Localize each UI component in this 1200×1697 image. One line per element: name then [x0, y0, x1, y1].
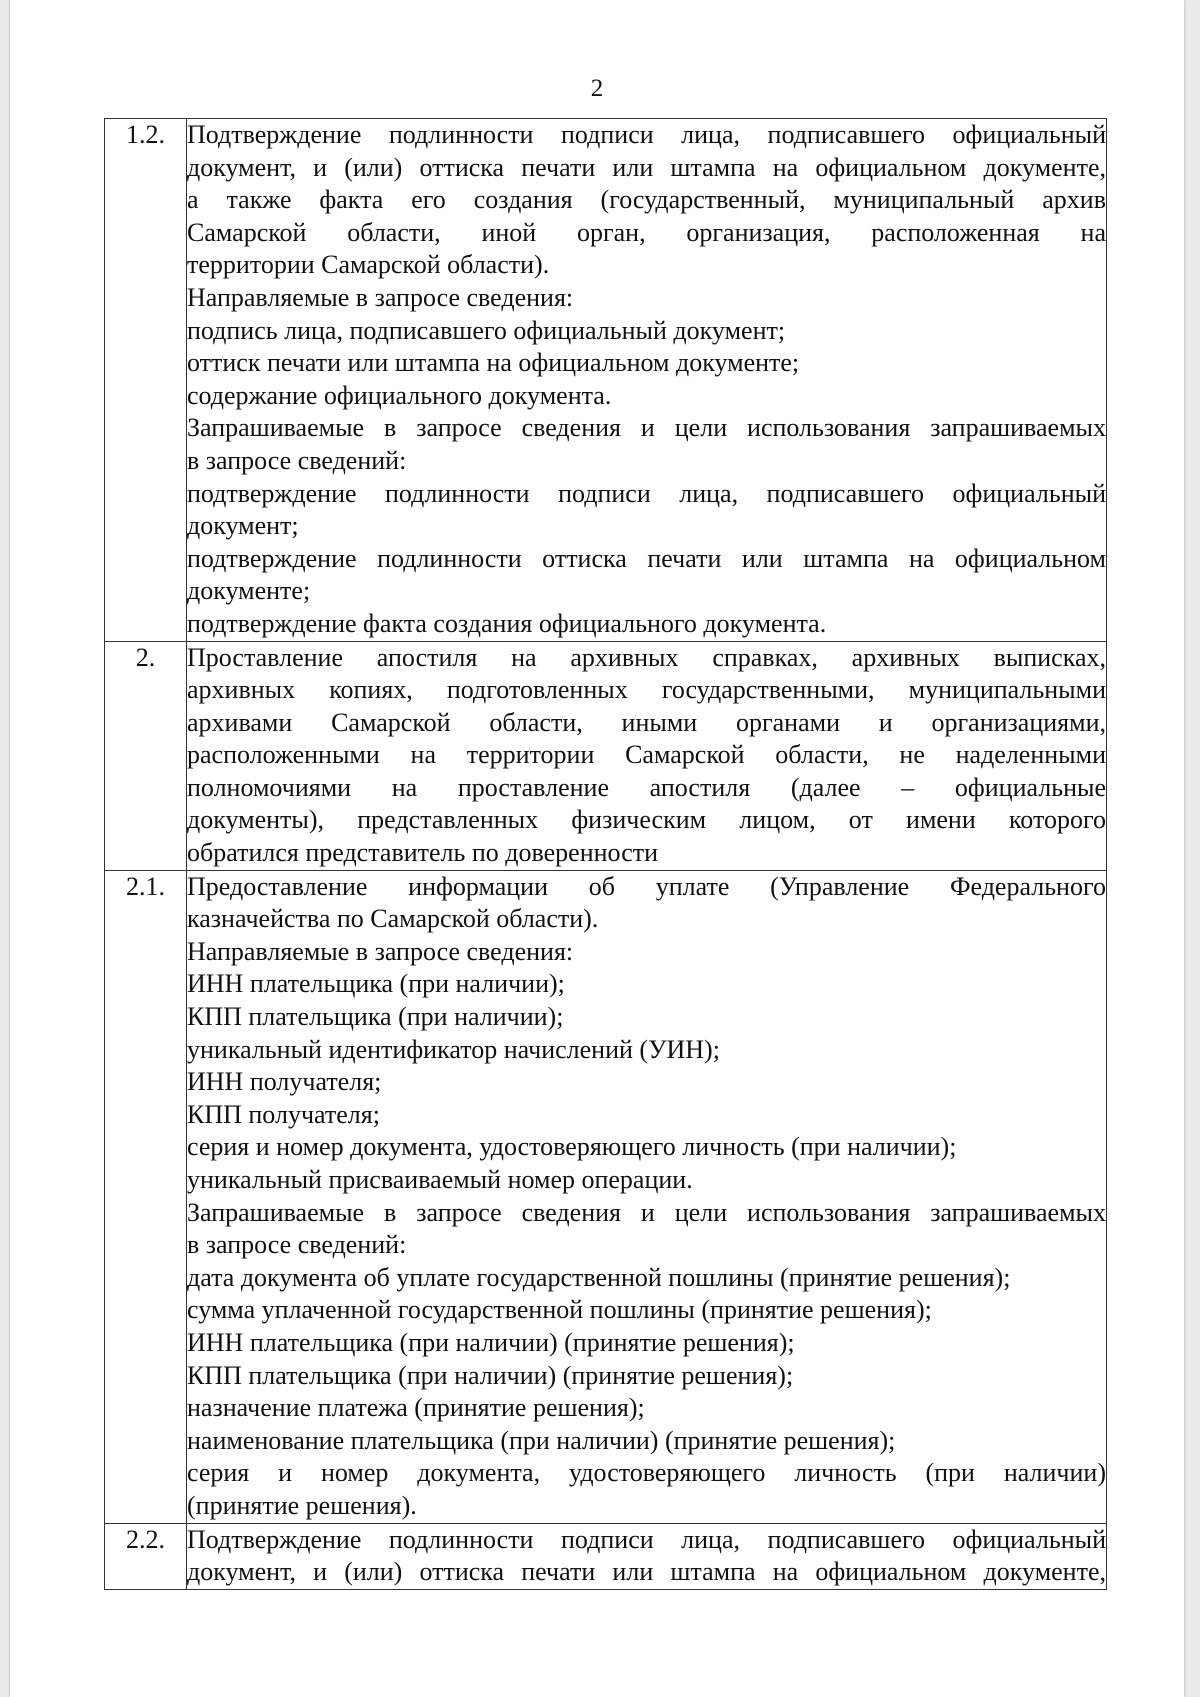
row-number: 1.2.: [105, 119, 187, 642]
document-page: [10, 0, 1184, 1697]
table-row: [105, 870, 1107, 1523]
text-line: назначение платежа (принятие решения);: [187, 1393, 645, 1423]
text-line: сумма уплаченной государственной пошлины (принятие решения);: [187, 1295, 932, 1325]
text-line: ИНН получателя;: [187, 1067, 382, 1097]
text-line: Предоставление информации об уплате (Управление Федерального: [187, 871, 1106, 901]
text-line: казначейства по Самарской области).: [187, 904, 599, 934]
text-line: ИНН плательщика (при наличии);: [187, 969, 565, 999]
text-line: Запрашиваемые в запросе сведения и цели использования запрашиваемых: [187, 413, 1106, 443]
text-line: подтверждение подлинности подписи лица, подписавшего официальный: [187, 478, 1106, 508]
text-line: территории Самарской области).: [187, 250, 550, 280]
table-row: [105, 641, 1107, 870]
text-line: Подтверждение подлинности подписи лица, подписавшего официальный: [187, 1524, 1106, 1554]
text-line: в запросе сведений:: [187, 445, 407, 475]
text-line: уникальный присваиваемый номер операции.: [187, 1165, 693, 1194]
text-line: а также факта его создания (государственный, муниципальный архив: [187, 185, 1106, 215]
text-line: документе;: [187, 576, 311, 606]
row-number: 2.1.: [105, 870, 187, 1523]
text-line: Самарской области, иной орган, организация, расположенная на: [187, 217, 1106, 247]
text-line: Направляемые в запросе сведения:: [187, 282, 574, 312]
page-number: 2: [590, 75, 604, 102]
row-content: [187, 119, 1107, 642]
text-line: КПП плательщика (при наличии) (принятие решения);: [187, 1360, 794, 1390]
text-line: Запрашиваемые в запросе сведения и цели использования запрашиваемых: [187, 1197, 1106, 1227]
row-number: 2.: [105, 641, 187, 870]
text-line: архивных копиях, подготовленных государственными, муниципальными: [187, 675, 1106, 705]
text-line: оттиск печати или штампа на официальном документе;: [187, 348, 800, 378]
text-line: Подтверждение подлинности подписи лица, подписавшего официальный: [187, 120, 1106, 149]
text-line: документ, и (или) оттиска печати или штампа на официальном документе,: [187, 1557, 1106, 1587]
text-line: документ, и (или) оттиска печати или штампа на официальном документе,: [187, 152, 1106, 182]
text-line: подтверждение подлинности оттиска печати или штампа на официальном: [187, 543, 1106, 573]
text-line: архивами Самарской области, иными органами и организациями,: [187, 707, 1106, 737]
text-line: подтверждение факта создания официального документа.: [187, 608, 827, 638]
row-content: [187, 1523, 1107, 1589]
text-line: в запросе сведений:: [187, 1230, 407, 1260]
text-line: содержание официального документа.: [187, 380, 612, 410]
text-line: Проставление апостиля на архивных справках, архивных выписках,: [187, 642, 1106, 672]
requests-table: [104, 118, 1107, 1590]
table-row: [105, 1523, 1107, 1589]
text-line: подпись лица, подписавшего официальный документ;: [187, 315, 786, 345]
text-line: Направляемые в запросе сведения:: [187, 936, 574, 966]
row-content: [187, 641, 1107, 870]
text-line: документы), представленных физическим лицом, от имени которого: [187, 805, 1106, 835]
text-line: КПП получателя;: [187, 1099, 380, 1129]
text-line: уникальный идентификатор начислений (УИН);: [187, 1034, 720, 1064]
text-line: серия и номер документа, удостоверяющего личность (при наличии);: [187, 1132, 957, 1162]
row-content: [187, 870, 1107, 1523]
table-row: [105, 119, 1107, 642]
text-line: расположенными на территории Самарской области, не наделенными: [187, 740, 1106, 770]
text-line: полномочиями на проставление апостиля (далее – официальные: [187, 772, 1106, 802]
row-number: 2.2.: [105, 1523, 187, 1589]
text-line: КПП плательщика (при наличии);: [187, 1002, 564, 1032]
text-line: (принятие решения).: [187, 1490, 417, 1520]
text-line: серия и номер документа, удостоверяющего личность (при наличии): [187, 1458, 1106, 1488]
text-line: наименование плательщика (при наличии) (принятие решения);: [187, 1425, 896, 1455]
text-line: обратился представитель по доверенности: [187, 838, 659, 868]
text-line: документ;: [187, 511, 299, 541]
text-line: дата документа об уплате государственной пошлины (принятие решения);: [187, 1262, 1011, 1292]
text-line: ИНН плательщика (при наличии) (принятие решения);: [187, 1327, 795, 1357]
